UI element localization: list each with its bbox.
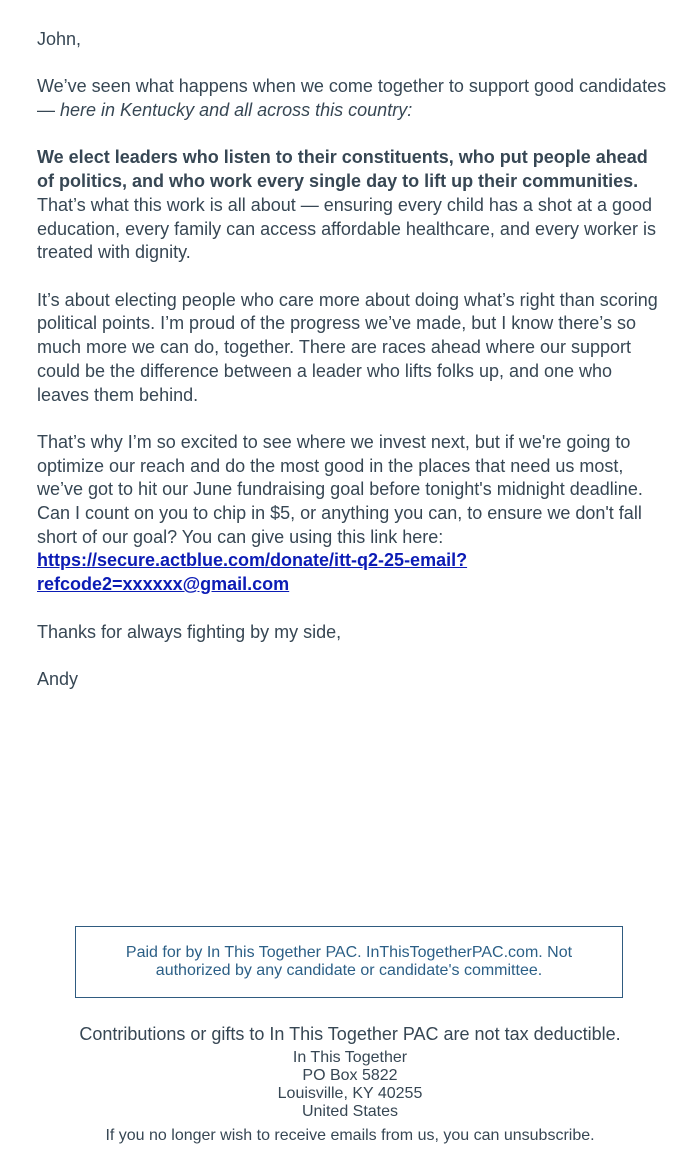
org-name: In This Together <box>292 1049 408 1066</box>
paragraph-mission <box>37 146 667 265</box>
tax-note: Contributions or gifts to In This Together PAC are not tax deductible. <box>79 1024 621 1044</box>
po-box: PO Box 5822 <box>302 1067 398 1084</box>
mission-bold: We elect leaders who listen to their constituents, who put people ahead of politics, and who work every single day to lift up their communities. <box>37 147 648 192</box>
intro-italic: here in Kentucky and all across this country: <box>60 100 413 121</box>
signature: Andy <box>37 668 79 689</box>
donate-link-line2[interactable]: refcode2=xxxxxx@gmail.com <box>37 574 290 595</box>
mission-text: That’s what this work is all about — ensuring every child has a shot at a good education, every family can access affordable healthcare, and every worker is treated with dignity. <box>37 194 656 263</box>
intro-text: We’ve seen what happens when we come together to support good candidates — <box>37 76 667 121</box>
closing-line: Thanks for always fighting by my side, <box>37 621 342 642</box>
donate-link[interactable] <box>37 550 467 594</box>
city-state-zip: Louisville, KY 40255 <box>277 1085 423 1102</box>
disclaimer-text: Paid for by In This Together PAC. InThisTogetherPAC.com. Not authorized by any candidate or candidate's committee. <box>125 944 573 979</box>
unsubscribe-text[interactable]: If you no longer wish to receive emails from us, you can unsubscribe. <box>105 1127 595 1144</box>
greeting: John, <box>37 29 82 49</box>
ask-text: That’s why I’m so excited to see where we invest next, but if we're going to optimize our reach and do the most good in the places that need us most, we’ve got to hit our June fundraising goal before tonight's midnight deadline. Can I count on you to chip in $5, or anything you can, to ensure we don't fall short of our goal? You can give using this link here: <box>37 431 643 547</box>
footer <box>0 1023 700 1145</box>
country: United States <box>301 1103 399 1120</box>
donate-link-line1[interactable]: https://secure.actblue.com/donate/itt-q2-25-email? <box>37 550 468 571</box>
email-body <box>37 28 667 715</box>
disclaimer-box <box>75 926 623 998</box>
paragraph-intro <box>37 75 667 122</box>
paragraph-electing: It’s about electing people who care more about doing what’s right than scoring political points. I’m proud of the progress we’ve made, but I know there’s so much more we can do, together. There are races ahead where our support could be the difference between a leader who lifts folks up, and one who leaves them behind. <box>37 289 658 405</box>
paragraph-ask <box>37 431 667 597</box>
